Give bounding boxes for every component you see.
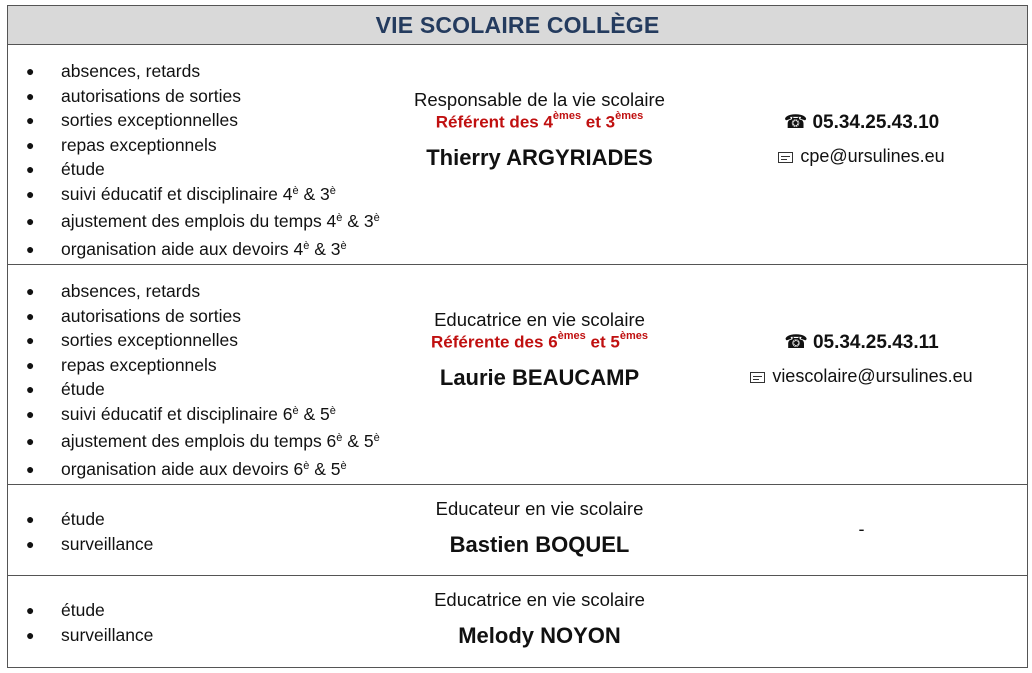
bullet-icon: ●: [26, 307, 35, 324]
list-item: ● ajustement des emplois du temps $4^è$ & $3^è$: [24, 209, 380, 237]
person-name: Thierry ARGYRIADES: [426, 144, 653, 170]
person-name: Bastien BOQUEL: [449, 532, 630, 557]
list-item: ● étude: [24, 507, 153, 532]
list-item: ● étude: [24, 598, 153, 623]
envelope-icon: [750, 372, 765, 383]
list-item: ● étude: [24, 157, 380, 182]
phone-number: ☎ 05.34.25.43.10: [783, 112, 940, 133]
list-item: ● sorties exceptionnelles: [24, 328, 380, 353]
duties-cell: [8, 265, 383, 484]
staff-row-4: [8, 576, 1027, 667]
role-title: Educatrice en vie scolaire: [434, 309, 645, 330]
envelope-icon: [778, 152, 793, 163]
bullet-icon: ●: [26, 602, 35, 618]
list-item: ● surveillance: [24, 623, 153, 648]
referent-label: Référente des 6èmes et 5èmes: [431, 330, 648, 352]
vie-scolaire-table: [7, 5, 1028, 668]
list-item: ● autorisations de sorties: [24, 304, 380, 329]
bullet-icon: ●: [26, 460, 35, 477]
person-cell: [383, 576, 696, 667]
bullet-icon: ●: [26, 283, 35, 299]
list-item: ● absences, retards: [24, 59, 380, 84]
bullet-icon: ●: [26, 87, 35, 104]
contact-cell: [696, 576, 1027, 667]
bullet-icon: ●: [26, 112, 35, 128]
bullet-icon: ●: [26, 240, 35, 257]
list-item: ● organisation aide aux devoirs $6^è$ & $5^è$: [24, 457, 380, 485]
telephone-icon: ☎: [784, 332, 808, 353]
bullet-icon: ●: [26, 535, 35, 552]
person-cell: [383, 265, 696, 484]
duties-cell: [8, 485, 383, 575]
bullet-icon: ●: [26, 63, 35, 79]
person-name: Laurie BEAUCAMP: [439, 364, 640, 390]
contact-cell: [696, 265, 1027, 484]
page-title: VIE SCOLAIRE COLLÈGE: [8, 6, 1027, 45]
duties-list: [24, 279, 380, 484]
bullet-icon: ●: [26, 332, 35, 348]
bullet-icon: ●: [26, 626, 35, 643]
staff-row-1: [8, 45, 1027, 265]
email-link[interactable]: viescolaire@ursulines.eu: [696, 366, 1027, 387]
bullet-icon: ●: [26, 511, 35, 527]
telephone-icon: ☎: [783, 112, 808, 133]
referent-label: Référent des 4èmes et 3èmes: [435, 110, 644, 132]
person-name: Melody NOYON: [458, 623, 621, 648]
contact-placeholder: -: [858, 519, 865, 539]
bullet-icon: ●: [26, 356, 35, 373]
duties-cell: [8, 576, 383, 667]
duties-list: [24, 507, 153, 556]
list-item: ● étude: [24, 377, 380, 402]
duties-list: [24, 59, 380, 264]
list-item: ● repas exceptionnels: [24, 133, 380, 158]
bullet-icon: ●: [26, 405, 35, 422]
bullet-icon: ●: [26, 213, 35, 229]
duties-list: [24, 598, 153, 647]
bullet-icon: ●: [26, 185, 35, 202]
contact-cell: [696, 485, 1027, 575]
contact-cell: [696, 45, 1027, 264]
email-link[interactable]: cpe@ursulines.eu: [696, 146, 1027, 167]
staff-row-3: [8, 485, 1027, 576]
list-item: ● organisation aide aux devoirs $4^è$ & $3^è$: [24, 237, 380, 265]
list-item: ● surveillance: [24, 532, 153, 557]
list-item: ● suivi éducatif et disciplinaire $4^è$ & $3^è$: [24, 182, 380, 210]
list-item: ● ajustement des emplois du temps $6^è$ & $5^è$: [24, 429, 380, 457]
role-title: Responsable de la vie scolaire: [414, 89, 665, 110]
bullet-icon: ●: [26, 136, 35, 153]
bullet-icon: ●: [26, 161, 35, 177]
list-item: ● suivi éducatif et disciplinaire $6^è$ & $5^è$: [24, 402, 380, 430]
person-cell: [383, 485, 696, 575]
bullet-icon: ●: [26, 433, 35, 449]
phone-number: ☎ 05.34.25.43.11: [784, 332, 939, 353]
list-item: ● sorties exceptionnelles: [24, 108, 380, 133]
role-title: Educatrice en vie scolaire: [434, 589, 645, 610]
duties-cell: [8, 45, 383, 264]
list-item: ● autorisations de sorties: [24, 84, 380, 109]
bullet-icon: ●: [26, 381, 35, 397]
staff-row-2: [8, 265, 1027, 485]
list-item: ● absences, retards: [24, 279, 380, 304]
person-cell: [383, 45, 696, 264]
role-title: Educateur en vie scolaire: [435, 498, 644, 519]
list-item: ● repas exceptionnels: [24, 353, 380, 378]
